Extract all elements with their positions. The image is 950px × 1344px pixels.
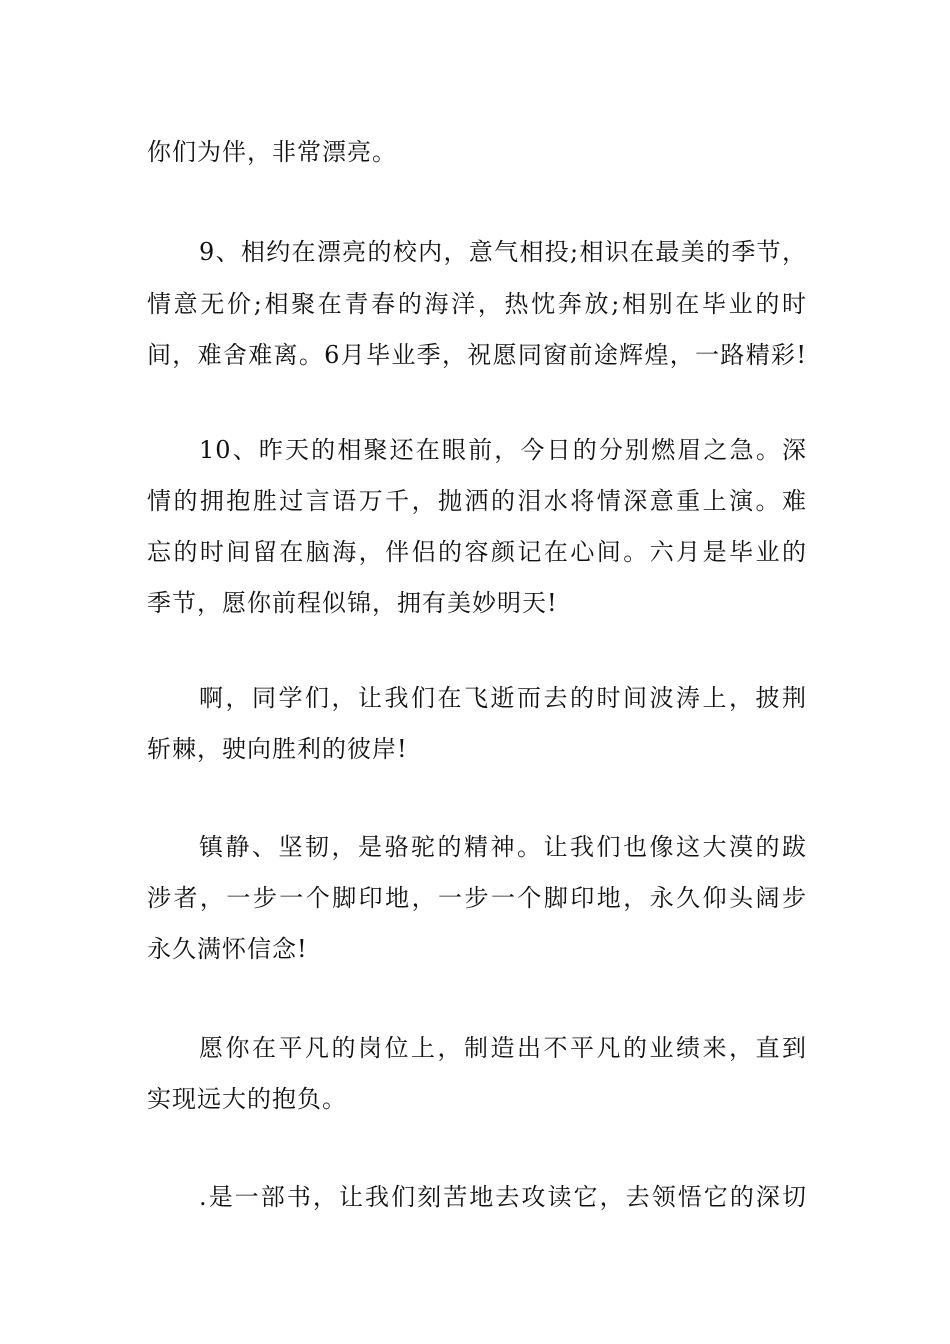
- paragraph-line: 9、相约在漂亮的校内，意气相投;相识在最美的季节，: [199, 238, 807, 266]
- paragraph-line: 涉者，一步一个脚印地，一步一个脚印地，永久仰头阔步: [147, 884, 807, 912]
- paragraph-line: 啊，同学们，让我们在飞逝而去的时间波涛上，披荆: [199, 684, 807, 712]
- paragraph-line: 忘的时间留在脑海，伴侣的容颜记在心间。六月是毕业的: [147, 538, 807, 566]
- paragraph-line: 季节，愿你前程似锦，拥有美妙明天!: [147, 589, 558, 617]
- paragraph-line: 斩棘，驶向胜利的彼岸!: [147, 735, 408, 763]
- paragraph-line: 你们为伴，非常漂亮。: [147, 138, 397, 166]
- paragraph-line: 情意无价;相聚在青春的海洋，热忱奔放;相别在毕业的时: [147, 290, 807, 318]
- paragraph-line: 永久满怀信念!: [147, 935, 308, 963]
- paragraph-line: 愿你在平凡的岗位上，制造出不平凡的业绩来，直到: [199, 1034, 807, 1062]
- paragraph-line: .是一部书，让我们刻苦地去攻读它，去领悟它的深切: [199, 1183, 807, 1211]
- paragraph-line: 10、昨天的相聚还在眼前，今日的分别燃眉之急。深: [199, 436, 807, 464]
- paragraph-line: 实现远大的抱负。: [147, 1085, 347, 1113]
- paragraph-line: 间，难舍难离。6月毕业季，祝愿同窗前途辉煌，一路精彩!: [147, 341, 807, 369]
- paragraph-line: 情的拥抱胜过言语万千，抛洒的泪水将情深意重上演。难: [147, 487, 807, 515]
- paragraph-line: 镇静、坚韧，是骆驼的精神。让我们也像这大漠的跋: [199, 833, 807, 861]
